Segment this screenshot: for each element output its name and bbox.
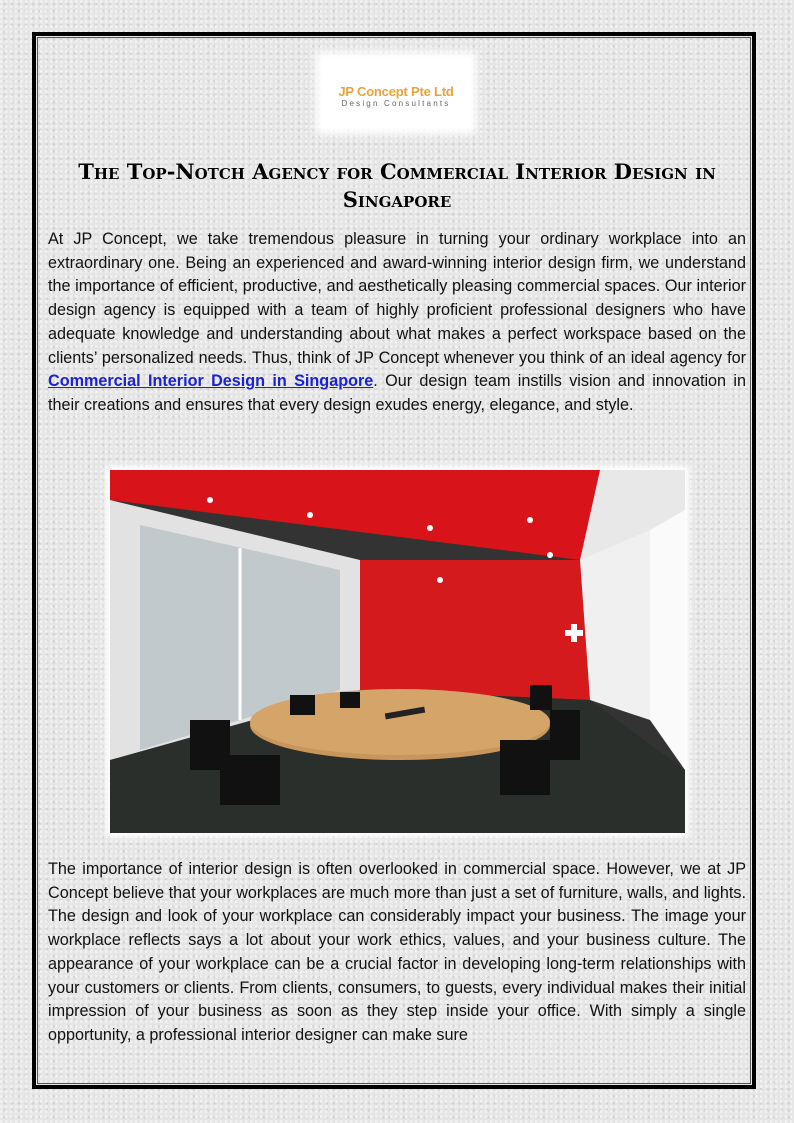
logo-tagline: Design Consultants (341, 99, 451, 108)
body-paragraph: The importance of interior design is often overlooked in commercial space. However, we at JP Concept believe that your workplaces are much more than just a set of furniture, walls, and lights. The design and look of your workplace can considerably impact your business. The image your workplace reflects says a lot about your work ethics, values, and your business culture. The appearance of your workplace can be a crucial factor in developing long-term relationships with your customers or clients. From clients, consumers, to guests, every individual makes their initial impression of your business as soon as they step inside your office. With simply a single opportunity, a professional interior designer can make sure (48, 860, 746, 1044)
intro-text-end: . Our design team instills vision and innovation in their creations and ensures that every design exudes energy, elegance, and style. (48, 372, 746, 414)
logo-name: JP Concept Pte Ltd (338, 84, 454, 99)
commercial-interior-design-link[interactable]: Commercial Interior Design in Singapore (48, 372, 374, 391)
intro-paragraph (48, 228, 746, 418)
company-logo (322, 58, 470, 128)
intro-text: At JP Concept, we take tremendous pleasure in turning your ordinary workplace into an extraordinary one. Being an experienced and award-winning interior design firm, we understand the importance of efficient, productive, and aesthetically pleasing commercial spaces. Our interior design agency is equipped with a team of highly proficient professional designers who have adequate knowledge and understanding about what makes a perfect workspace based on the clients’ personalized needs. Thus, think of JP Concept whenever you think of an ideal agency for (48, 230, 746, 367)
page-title: The Top-Notch Agency for Commercial Interior Design in Singapore (78, 159, 716, 212)
conference-room-photo (110, 470, 685, 833)
